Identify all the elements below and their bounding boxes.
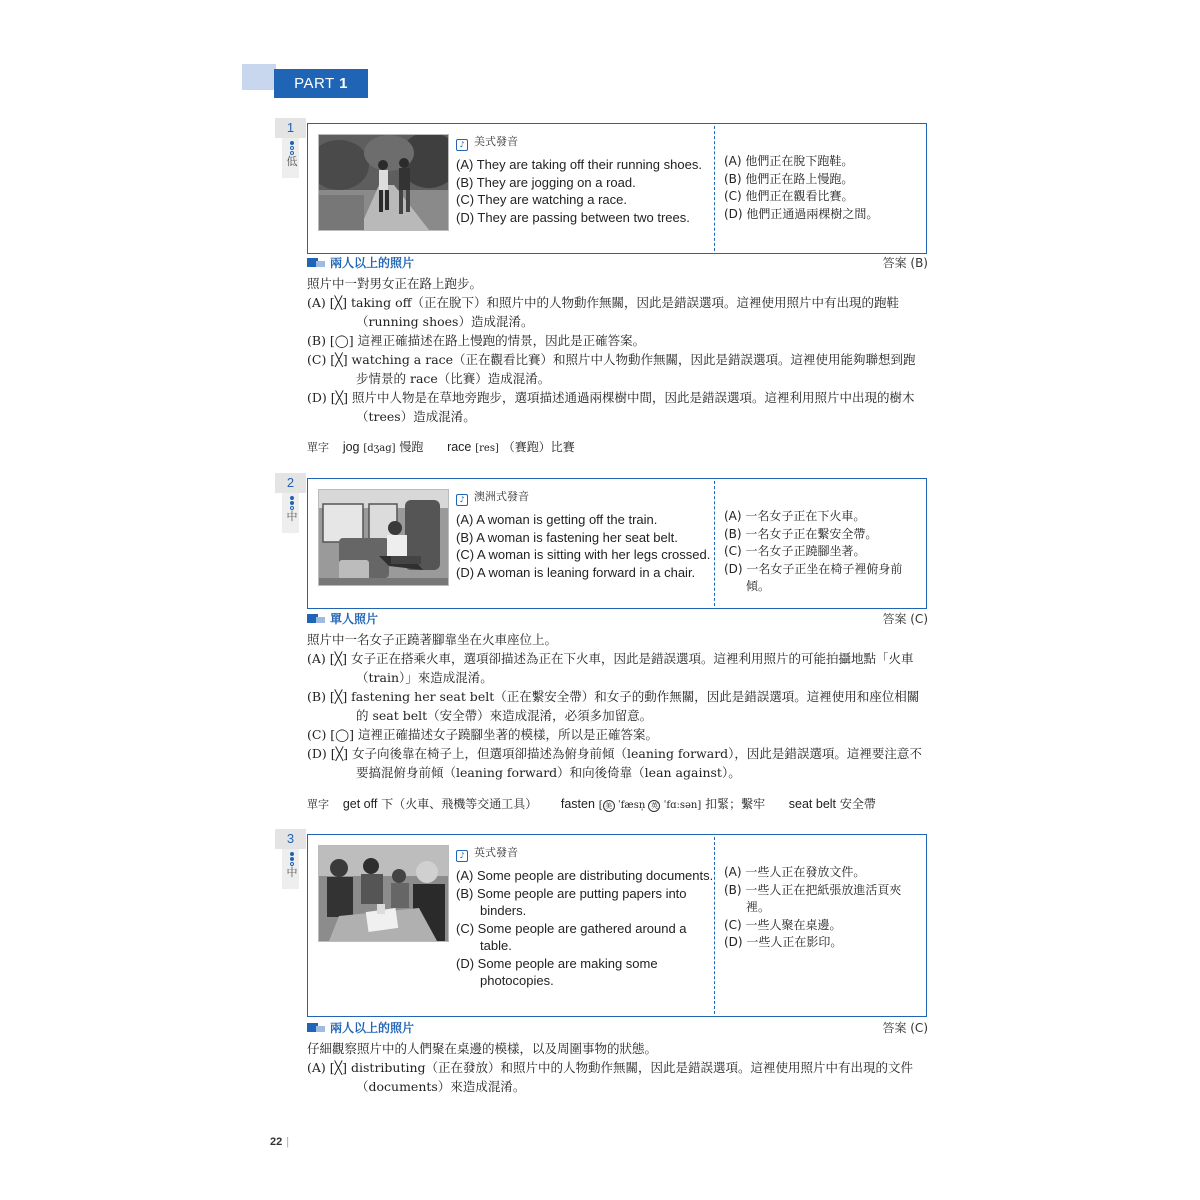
photo-category: 兩人以上的照片	[307, 1020, 414, 1036]
english-option: (B) A woman is fastening her seat belt.	[456, 529, 678, 545]
part-tab-shade	[242, 64, 276, 90]
answer-label: 答案 (B)	[882, 256, 928, 270]
english-options	[456, 867, 714, 990]
photo-category: 兩人以上的照片	[307, 255, 414, 271]
explanation-item: (C) [╳] watching a race（正在觀看比賽）和照片中人物動作無關，因此是錯誤選項。這裡使用能夠聯想到跑步情景的 race（比賽）造成混淆。	[307, 352, 916, 386]
english-option: (A) Some people are distributing documents.	[456, 868, 714, 883]
chinese-option: (B) 他們正在路上慢跑。	[724, 171, 854, 186]
english-option: (C) They are watching a race.	[456, 192, 627, 207]
vocab-word: seat belt	[788, 797, 837, 811]
question-number: 3	[275, 829, 306, 849]
answer-label: 答案 (C)	[882, 612, 928, 626]
vocabulary-header: 單字	[307, 441, 329, 454]
vocab-meaning: 慢跑	[399, 440, 424, 454]
chinese-option: (B) 一名女子正在繫安全帶。	[724, 526, 878, 541]
photo-illustration	[319, 135, 448, 230]
chinese-options	[724, 508, 924, 596]
explanation	[307, 1039, 927, 1096]
vocab-meaning: （賽跑）比賽	[502, 440, 575, 454]
english-option: (A) They are taking off their running shoes.	[456, 157, 702, 172]
difficulty-label: 中	[286, 510, 298, 523]
explanation	[307, 630, 927, 782]
chinese-options	[724, 864, 924, 952]
accent-text: 美式發音	[474, 135, 518, 148]
explanation-item: (D) [╳] 照片中人物是在草地旁跑步，選項描述通過兩棵樹中間，因此是錯誤選項。這裡利用照片中出現的樹木（trees）造成混淆。	[307, 390, 915, 424]
chinese-option: (A) 一些人正在發放文件。	[724, 865, 866, 879]
explanation-intro: 照片中一對男女正在路上跑步。	[307, 276, 483, 291]
question-number: 2	[275, 473, 306, 493]
vocab-phonetic: [res]	[475, 443, 499, 454]
english-option: (B) Some people are putting papers into binders.	[456, 885, 687, 918]
explanation	[307, 274, 927, 426]
vocab-meaning: 安全帶	[839, 797, 876, 811]
category-icon	[307, 1023, 325, 1032]
difficulty-label: 低	[286, 155, 298, 168]
english-option: (C) Some people are gathered around a table.	[456, 920, 687, 953]
vocab-word: race	[447, 440, 472, 454]
english-option: (B) They are jogging on a road.	[456, 174, 636, 190]
question-number: 1	[275, 118, 306, 138]
accent-label	[456, 488, 529, 506]
page-number: 22 |	[270, 1136, 290, 1148]
english-options	[456, 511, 714, 581]
question-box	[307, 123, 927, 254]
accent-text: 英式發音	[474, 846, 518, 859]
vocabulary-row	[307, 438, 575, 455]
category-icon	[307, 614, 325, 623]
explanation-intro: 照片中一名女子正蹺著腳靠坐在火車座位上。	[307, 632, 558, 647]
english-option: (D) Some people are making some photocopies.	[456, 955, 658, 988]
part-tab-label: PART 1	[274, 69, 368, 98]
chinese-option: (D) 他們正通過兩棵樹之間。	[724, 206, 879, 221]
chinese-options	[724, 153, 924, 223]
chinese-option: (D) 一些人正在影印。	[724, 935, 843, 949]
explanation-item: (B) [◯] 這裡正確描述在路上慢跑的情景，因此是正確答案。	[307, 333, 646, 348]
accent-label	[456, 133, 518, 151]
explanation-item: (A) [╳] distributing（正在發放）和照片中的人物動作無關，因此是錯誤選項。這裡使用照片中有出現的文件（documents）來造成混淆。	[307, 1060, 914, 1094]
vocab-word: jog	[342, 440, 360, 454]
question-box	[307, 478, 927, 609]
vocab-meaning: 下（火車、飛機等交通工具）	[381, 797, 538, 811]
photo-people-at-table	[318, 845, 449, 942]
difficulty-dot	[290, 496, 294, 500]
dashed-divider	[714, 126, 715, 251]
audio-track-icon[interactable]: ♪	[456, 494, 468, 506]
us-pronunciation-badge: 美	[603, 800, 615, 812]
vocabulary-row	[307, 795, 876, 812]
category-icon	[307, 258, 325, 267]
english-option: (D) A woman is leaning forward in a chair.	[456, 564, 696, 580]
difficulty-label: 中	[286, 866, 298, 879]
dashed-divider	[714, 481, 715, 606]
chinese-option: (B) 一些人正在把紙張放進活頁夾裡。	[724, 882, 902, 914]
audio-track-icon[interactable]: ♪	[456, 850, 468, 862]
vocab-meaning: 扣緊；繫牢	[705, 797, 766, 811]
chinese-option: (A) 一名女子正在下火車。	[724, 509, 866, 523]
audio-track-icon[interactable]: ♪	[456, 139, 468, 151]
explanation-intro: 仔細觀察照片中的人們聚在桌邊的模樣，以及周圍事物的狀態。	[307, 1041, 658, 1056]
vocab-word: get off	[342, 797, 378, 811]
english-options	[456, 156, 714, 226]
difficulty-dot	[290, 857, 294, 861]
photo-category: 單人照片	[307, 611, 378, 627]
accent-label	[456, 844, 518, 862]
vocab-phonetic: [ 美 ˈfæsn̩ 英 ˈfɑːsən]	[598, 800, 702, 811]
explanation-item: (A) [╳] taking off（正在脫下）和照片中的人物動作無關，因此是錯誤選項。這裡使用照片中有出現的跑鞋（running shoes）造成混淆。	[307, 295, 899, 329]
uk-pronunciation-badge: 英	[648, 800, 660, 812]
vocab-word: fasten	[560, 797, 595, 811]
explanation-item: (D) [╳] 女子向後靠在椅子上，但選項卻描述為俯身前傾（leaning forward），因此是錯誤選項。這裡要注意不要搞混俯身前傾（leaning forward）和向後倚靠（lean against）。	[307, 746, 922, 780]
difficulty-dot	[290, 852, 294, 856]
question-box	[307, 834, 927, 1017]
difficulty-dot	[290, 141, 294, 145]
part-tab	[242, 64, 368, 98]
explanation-item: (C) [◯] 這裡正確描述女子蹺腳坐著的模樣，所以是正確答案。	[307, 727, 659, 742]
difficulty-indicator	[286, 495, 298, 523]
explanation-item: (A) [╳] 女子正在搭乘火車，選項卻描述為正在下火車，因此是錯誤選項。這裡利用照片的可能拍攝地點「火車（train）」來造成混淆。	[307, 651, 914, 685]
photo-illustration	[319, 490, 448, 585]
chinese-option: (C) 他們正在觀看比賽。	[724, 189, 854, 203]
vocabulary-header: 單字	[307, 798, 329, 811]
english-option: (C) A woman is sitting with her legs crossed.	[456, 547, 711, 562]
chinese-option: (D) 一名女子正坐在椅子裡俯身前傾。	[724, 561, 903, 593]
difficulty-dot	[290, 501, 294, 505]
answer-label: 答案 (C)	[882, 1021, 928, 1035]
difficulty-indicator	[286, 140, 298, 168]
photo-illustration	[319, 846, 448, 941]
vocab-phonetic: [dʒag]	[363, 443, 396, 454]
dashed-divider	[714, 837, 715, 1014]
chinese-option: (C) 一名女子正蹺腳坐著。	[724, 544, 866, 558]
chinese-option: (C) 一些人聚在桌邊。	[724, 917, 842, 932]
chinese-option: (A) 他們正在脫下跑鞋。	[724, 154, 854, 168]
photo-woman-on-train	[318, 489, 449, 586]
accent-text: 澳洲式發音	[474, 490, 529, 503]
difficulty-indicator	[286, 851, 298, 879]
english-option: (D) They are passing between two trees.	[456, 209, 690, 225]
photo-jogging-couple	[318, 134, 449, 231]
difficulty-dot	[290, 146, 294, 150]
english-option: (A) A woman is getting off the train.	[456, 512, 658, 527]
explanation-item: (B) [╳] fastening her seat belt（正在繫安全帶）和女子的動作無關，因此是錯誤選項。這裡使用和座位相關的 seat belt（安全帶）來造成混淆，必須多加留意。	[307, 689, 920, 723]
